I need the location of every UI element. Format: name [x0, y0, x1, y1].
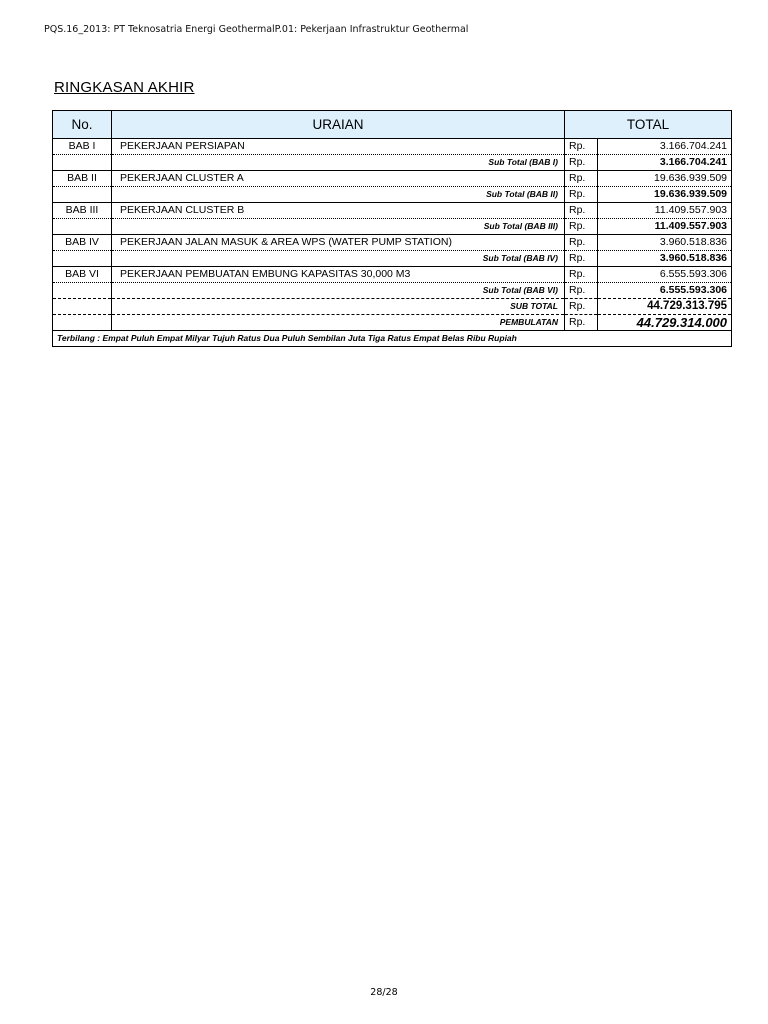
subtotal-row — [53, 283, 732, 299]
item-description: PEKERJAAN PEMBUATAN EMBUNG KAPASITAS 30,000 M3 — [112, 267, 565, 283]
currency-label: Rp. — [565, 171, 598, 187]
table-row — [53, 171, 732, 187]
subtotal-row — [53, 219, 732, 235]
column-header-total: TOTAL — [565, 111, 732, 139]
currency-label: Rp. — [565, 267, 598, 283]
pembulatan-label: PEMBULATAN — [112, 315, 565, 331]
table-body — [53, 139, 732, 347]
item-description: PEKERJAAN JALAN MASUK & AREA WPS (WATER PUMP STATION) — [112, 235, 565, 251]
subtotal-label: Sub Total (BAB I) — [112, 155, 565, 171]
pembulatan-row — [53, 315, 732, 331]
pembulatan-spacer — [53, 315, 112, 331]
currency-label: Rp. — [565, 155, 598, 171]
subtotal-label: Sub Total (BAB III) — [112, 219, 565, 235]
table-row — [53, 139, 732, 155]
bab-number: BAB VI — [53, 267, 112, 283]
item-value: 3.960.518.836 — [598, 235, 732, 251]
item-description: PEKERJAAN CLUSTER A — [112, 171, 565, 187]
currency-label: Rp. — [565, 315, 598, 331]
grand-subtotal-row — [53, 299, 732, 315]
subtotal-spacer — [53, 251, 112, 267]
column-header-no: No. — [53, 111, 112, 139]
subtotal-label: Sub Total (BAB VI) — [112, 283, 565, 299]
table-row — [53, 267, 732, 283]
subtotal-value: 3.166.704.241 — [598, 155, 732, 171]
subtotal-spacer — [53, 155, 112, 171]
currency-label: Rp. — [565, 139, 598, 155]
terbilang-text: Terbilang : Empat Puluh Empat Milyar Tujuh Ratus Dua Puluh Sembilan Juta Tiga Ratus Empat Belas Ribu Rupiah — [53, 331, 732, 347]
subtotal-row — [53, 187, 732, 203]
table-row — [53, 203, 732, 219]
subtotal-value: 11.409.557.903 — [598, 219, 732, 235]
subtotal-value: 6.555.593.306 — [598, 283, 732, 299]
currency-label: Rp. — [565, 235, 598, 251]
item-description: PEKERJAAN CLUSTER B — [112, 203, 565, 219]
subtotal-row — [53, 251, 732, 267]
item-value: 19.636.939.509 — [598, 171, 732, 187]
terbilang-row — [53, 331, 732, 347]
bab-number: BAB IV — [53, 235, 112, 251]
summary-table — [52, 110, 732, 347]
item-value: 11.409.557.903 — [598, 203, 732, 219]
subtotal-spacer — [53, 219, 112, 235]
table-row — [53, 235, 732, 251]
subtotal-row — [53, 155, 732, 171]
currency-label: Rp. — [565, 187, 598, 203]
subtotal-spacer — [53, 187, 112, 203]
page-title: RINGKASAN AKHIR — [54, 79, 195, 96]
subtotal-spacer — [53, 283, 112, 299]
subtotal-label: Sub Total (BAB IV) — [112, 251, 565, 267]
table-header-row — [53, 111, 732, 139]
item-description: PEKERJAAN PERSIAPAN — [112, 139, 565, 155]
currency-label: Rp. — [565, 203, 598, 219]
bab-number: BAB I — [53, 139, 112, 155]
currency-label: Rp. — [565, 219, 598, 235]
subtotal-value: 3.960.518.836 — [598, 251, 732, 267]
subtotal-value: 19.636.939.509 — [598, 187, 732, 203]
currency-label: Rp. — [565, 251, 598, 267]
currency-label: Rp. — [565, 299, 598, 315]
subtotal-label: Sub Total (BAB II) — [112, 187, 565, 203]
grand-subtotal-label: SUB TOTAL — [112, 299, 565, 315]
bab-number: BAB II — [53, 171, 112, 187]
document-header: PQS.16_2013: PT Teknosatria Energi GeothermalP.01: Pekerjaan Infrastruktur Geothermal — [44, 24, 469, 35]
currency-label: Rp. — [565, 283, 598, 299]
grand-subtotal-spacer — [53, 299, 112, 315]
column-header-uraian: URAIAN — [112, 111, 565, 139]
bab-number: BAB III — [53, 203, 112, 219]
page-number: 28/28 — [370, 987, 398, 998]
item-value: 6.555.593.306 — [598, 267, 732, 283]
item-value: 3.166.704.241 — [598, 139, 732, 155]
grand-subtotal-value: 44.729.313.795 — [598, 299, 732, 315]
pembulatan-value: 44.729.314.000 — [598, 315, 732, 331]
